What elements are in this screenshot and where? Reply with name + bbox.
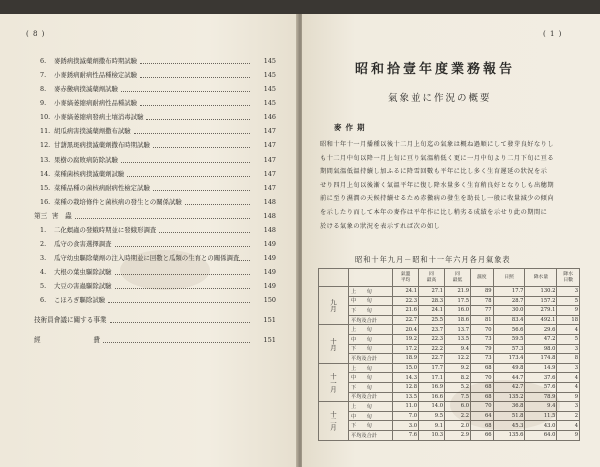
toc-leader-dots	[75, 218, 250, 219]
table-value-cell: 16.6	[419, 392, 445, 402]
toc-entry-page: 147	[263, 156, 276, 164]
table-period-cell: 中 旬	[349, 373, 393, 383]
table-month-cell: 十二月	[319, 402, 349, 440]
toc-entry-page: 149	[263, 268, 276, 276]
toc-entry-page: 147	[263, 127, 276, 135]
body-line: も十二月中旬以降一月上旬に亘り氣溫稍低く更に一月中旬より二月下旬に亘る	[320, 154, 555, 162]
table-value-cell: 6.0	[445, 402, 471, 412]
table-value-cell: 37.6	[525, 373, 557, 383]
toc-entry-title: こほろぎ驅除試驗	[54, 296, 106, 304]
toc-entry-page: 149	[263, 282, 276, 290]
toc-entry-number: 第三	[34, 212, 48, 220]
table-row	[319, 363, 580, 373]
toc-entry-page: 149	[263, 254, 276, 262]
table-header-cell	[319, 269, 349, 287]
report-subtitle: 氣象並に作況の概要	[388, 93, 492, 104]
table-value-cell: 22.2	[419, 344, 445, 354]
toc-entry-title: 果樹の腐敗病防除試驗	[54, 156, 118, 164]
toc-entry-number: 8.	[40, 85, 47, 93]
table-value-cell: 9.4	[445, 344, 471, 354]
toc-entry-number: 14.	[40, 170, 51, 178]
table-value-cell: 78	[471, 296, 494, 306]
table-period-cell: 上 旬	[349, 325, 393, 335]
body-line: 前に至り濕潤の天候持續せるため赤黴病の發生を助長し一般に收量減少の傾向	[320, 195, 555, 203]
table-value-cell: 130.2	[525, 287, 557, 297]
toc-leader-dots	[159, 232, 250, 233]
toc-leader-dots	[127, 176, 250, 177]
table-value-cell: 9	[557, 392, 580, 402]
body-line: を示したり而して本年の麥作は平年作に比し稍劣る成績を示せり此の期間に	[320, 208, 548, 216]
table-value-cell: 17.1	[419, 373, 445, 383]
toc-entry-page: 145	[263, 71, 276, 79]
table-row	[319, 373, 580, 383]
body-line: 昭和十年十一月播種以後十二月上旬迄の氣象は概ね過順にして發芽良好なりし	[320, 141, 555, 148]
report-title: 昭和拾壹年度業務報告	[355, 62, 516, 77]
table-value-cell: 57.3	[493, 344, 525, 354]
table-period-cell: 平均及合計	[349, 354, 393, 364]
table-value-cell: 51.8	[493, 411, 525, 421]
toc-leader-dots	[153, 190, 250, 191]
table-value-cell: 17.7	[493, 287, 525, 297]
table-value-cell: 17.5	[445, 296, 471, 306]
toc-entry-page: 150	[263, 296, 276, 304]
table-value-cell: 9.5	[419, 411, 445, 421]
table-value-cell: 22.3	[419, 334, 445, 344]
paper-stain	[120, 250, 210, 290]
toc-entry-number: 5.	[40, 282, 47, 290]
toc-entry-page: 145	[263, 99, 276, 107]
toc-leader-dots	[140, 105, 250, 106]
table-value-cell: 28.7	[493, 296, 525, 306]
toc-entry-title: 大豆の害蟲驅除試驗	[54, 282, 112, 290]
table-value-cell: 5.2	[445, 382, 471, 392]
table-value-cell: 57.6	[525, 382, 557, 392]
toc-entry-number: 13.	[40, 156, 51, 164]
table-value-cell: 36.8	[493, 402, 525, 412]
table-header-cell: 同 最低	[445, 269, 471, 287]
table-header-cell: 降水量	[525, 269, 557, 287]
toc-entry-number: 1.	[40, 226, 47, 234]
table-period-cell: 上 旬	[349, 363, 393, 373]
table-value-cell: 12.2	[445, 354, 471, 364]
toc-entry-page: 149	[263, 240, 276, 248]
table-value-cell: 7.0	[393, 411, 419, 421]
table-value-cell: 9.2	[445, 363, 471, 373]
table-value-cell: 17.7	[419, 363, 445, 373]
table-value-cell: 70	[471, 373, 494, 383]
table-value-cell: 14.3	[393, 373, 419, 383]
table-value-cell: 45.3	[493, 421, 525, 431]
table-value-cell: 4	[557, 421, 580, 431]
table-value-cell: 10.3	[419, 430, 445, 440]
table-row	[319, 325, 580, 335]
toc-entry-title: 二化螟蟲の發蛾時期並に發蛾形調査	[54, 226, 157, 234]
table-value-cell: 73	[471, 354, 494, 364]
table-value-cell: 12.8	[393, 382, 419, 392]
table-header-cell	[349, 269, 393, 287]
section-heading: 麥作期	[334, 123, 369, 132]
body-line: 期間氣溫低溫持續し加ふるに降雪回數も平年に比し多く生育遲延の狀況を示	[320, 168, 548, 176]
table-value-cell: 135.6	[493, 430, 525, 440]
toc-entry-number: 2.	[40, 240, 47, 248]
table-value-cell: 8	[557, 354, 580, 364]
toc-entry-title: 技術員會議に關する事業	[34, 316, 107, 324]
toc-entry-number: 7.	[40, 71, 47, 79]
table-value-cell: 3.0	[393, 421, 419, 431]
table-value-cell: 8.2	[445, 373, 471, 383]
table-value-cell: 9	[557, 430, 580, 440]
table-header-cell: 氣溫 平均	[393, 269, 419, 287]
table-value-cell: 64.0	[525, 430, 557, 440]
table-row	[319, 296, 580, 306]
table-value-cell: 3	[557, 287, 580, 297]
table-value-cell: 22.3	[393, 296, 419, 306]
table-value-cell: 81	[471, 315, 494, 325]
table-value-cell: 9.4	[525, 402, 557, 412]
body-line: 於ける氣象の狀況を表示すれば次の如し	[320, 222, 441, 230]
table-value-cell: 18	[557, 315, 580, 325]
table-value-cell: 14.9	[525, 363, 557, 373]
table-row	[319, 287, 580, 297]
table-value-cell: 23.7	[419, 325, 445, 335]
toc-leader-dots	[146, 119, 250, 120]
table-value-cell: 27.1	[419, 287, 445, 297]
table-value-cell: 3	[557, 402, 580, 412]
table-value-cell: 42.7	[493, 382, 525, 392]
table-value-cell: 135.2	[493, 392, 525, 402]
table-period-cell: 上 旬	[349, 287, 393, 297]
toc-entry-page: 145	[263, 85, 276, 93]
toc-leader-dots	[103, 342, 250, 343]
toc-entry-title: 瓜守の食害選擇調査	[54, 240, 112, 248]
table-value-cell: 5	[557, 334, 580, 344]
toc-entry-title: 麥赤黴病撲滅藥劑試驗	[54, 85, 118, 93]
table-value-cell: 66	[471, 430, 494, 440]
toc-entry-title: 小麥縞萎縮病發病土壤消毒試驗	[54, 113, 144, 121]
table-value-cell: 18.6	[445, 315, 471, 325]
table-value-cell: 73	[471, 334, 494, 344]
table-value-cell: 20.4	[393, 325, 419, 335]
toc-entry-title: 小麥銹病耐病性品種檢定試驗	[54, 71, 138, 79]
table-value-cell: 22.7	[419, 354, 445, 364]
table-period-cell: 下 旬	[349, 306, 393, 316]
table-value-cell: 77	[471, 306, 494, 316]
table-value-cell: 43.0	[525, 421, 557, 431]
toc-entry-title: 瓜守幼虫驅除藥劑の注入時期並に回數と瓜類の生育との關係調査	[54, 254, 240, 262]
table-value-cell: 11.0	[393, 402, 419, 412]
toc-entry-page: 148	[263, 198, 276, 206]
toc-entry-page: 147	[263, 184, 276, 192]
table-value-cell: 5	[557, 296, 580, 306]
toc-entry-number: 11.	[40, 127, 51, 135]
toc-entry-title: 經 費	[34, 336, 100, 344]
toc-entry-page: 147	[263, 170, 276, 178]
table-value-cell: 44.7	[493, 373, 525, 383]
toc-entry-title: 甘藷黑斑病撲滅藥劑撒布時期試驗	[54, 141, 150, 149]
table-value-cell: 47.2	[525, 334, 557, 344]
table-header-cell: 濕度	[471, 269, 494, 287]
table-value-cell: 64	[471, 411, 494, 421]
table-value-cell: 21.6	[393, 306, 419, 316]
table-value-cell: 21.9	[445, 287, 471, 297]
table-value-cell: 13.5	[393, 392, 419, 402]
table-value-cell: 17.2	[393, 344, 419, 354]
toc-entry-page: 148	[263, 226, 276, 234]
toc-leader-dots	[110, 322, 250, 323]
table-value-cell: 3	[557, 363, 580, 373]
toc-leader-dots	[237, 260, 250, 261]
table-value-cell: 14.0	[419, 402, 445, 412]
toc-entry-page: 151	[263, 316, 276, 324]
table-period-cell: 平均及合計	[349, 392, 393, 402]
toc-entry-title: 胡瓜病害撲滅藥劑撒布試驗	[54, 127, 131, 135]
toc-leader-dots	[153, 147, 250, 148]
table-value-cell: 29.6	[525, 325, 557, 335]
toc-entry-number: 15.	[40, 184, 51, 192]
table-period-cell: 下 旬	[349, 382, 393, 392]
table-value-cell: 9	[557, 306, 580, 316]
body-line: せり四月上旬以後漸く氣溫平年に復し降水量多く生育稍良好となりしも出穗期	[320, 181, 555, 189]
table-value-cell: 2.0	[445, 421, 471, 431]
table-value-cell: 70	[471, 325, 494, 335]
toc-leader-dots	[140, 63, 250, 64]
toc-leader-dots	[115, 246, 250, 247]
table-value-cell: 7.5	[445, 392, 471, 402]
table-value-cell: 173.4	[493, 354, 525, 364]
table-value-cell: 89	[471, 287, 494, 297]
toc-entry-page: 148	[263, 212, 276, 220]
table-value-cell: 30.0	[493, 306, 525, 316]
toc-entry-number: 3.	[40, 254, 47, 262]
body-text	[320, 138, 582, 233]
toc-leader-dots	[108, 302, 250, 303]
table-value-cell: 16.9	[419, 382, 445, 392]
toc-entry-number: 6.	[40, 57, 47, 65]
toc-entry-title: 麥銹病撲滅藥劑撒布時期試驗	[54, 57, 138, 65]
table-value-cell: 68	[471, 392, 494, 402]
toc-entry-page: 151	[263, 336, 276, 344]
table-month-cell: 九月	[319, 287, 349, 325]
table-period-cell: 上 旬	[349, 402, 393, 412]
table-value-cell: 98.0	[525, 344, 557, 354]
table-value-cell: 15.0	[393, 363, 419, 373]
table-row	[319, 344, 580, 354]
table-value-cell: 49.8	[493, 363, 525, 373]
table-value-cell: 24.1	[393, 287, 419, 297]
toc-entry-number: 10.	[40, 113, 51, 121]
table-period-cell: 下 旬	[349, 421, 393, 431]
toc-entry-title: 小麥縞萎縮病耐病性品種試驗	[54, 99, 138, 107]
table-row	[319, 354, 580, 364]
table-header-cell: 日照	[493, 269, 525, 287]
table-month-cell: 十一月	[319, 363, 349, 401]
table-value-cell: 68	[471, 382, 494, 392]
table-value-cell: 174.8	[525, 354, 557, 364]
table-period-cell: 中 旬	[349, 334, 393, 344]
toc-entry-number: 12.	[40, 141, 51, 149]
toc-entry-number: 6.	[40, 296, 47, 304]
table-header-cell: 同 最高	[419, 269, 445, 287]
table-value-cell: 25.5	[419, 315, 445, 325]
toc-leader-dots	[121, 162, 250, 163]
table-value-cell: 83.4	[493, 315, 525, 325]
toc-entry-title: 害 蟲	[52, 212, 72, 220]
table-period-cell: 中 旬	[349, 296, 393, 306]
table-row	[319, 306, 580, 316]
table-value-cell: 68	[471, 363, 494, 373]
table-value-cell: 59.5	[493, 334, 525, 344]
toc-entry-page: 147	[263, 141, 276, 149]
table-value-cell: 4	[557, 382, 580, 392]
table-value-cell: 79	[471, 344, 494, 354]
toc-entry-title: 大根の葉虫驅除試驗	[54, 268, 112, 276]
table-value-cell: 9.1	[419, 421, 445, 431]
table-value-cell: 2	[557, 411, 580, 421]
table-value-cell: 11.5	[525, 411, 557, 421]
table-value-cell: 157.2	[525, 296, 557, 306]
toc-entry-number: 16.	[40, 198, 51, 206]
toc-entry-number: 9.	[40, 99, 47, 107]
table-value-cell: 13.5	[445, 334, 471, 344]
table-value-cell: 279.1	[525, 306, 557, 316]
toc-leader-dots	[121, 91, 250, 92]
table-value-cell: 19.2	[393, 334, 419, 344]
table-value-cell: 13.7	[445, 325, 471, 335]
toc-leader-dots	[185, 204, 250, 205]
table-value-cell: 56.6	[493, 325, 525, 335]
table-value-cell: 70	[471, 402, 494, 412]
table-value-cell: 18.9	[393, 354, 419, 364]
table-row	[319, 315, 580, 325]
table-value-cell: 28.3	[419, 296, 445, 306]
paper-stain	[450, 380, 560, 430]
table-value-cell: 24.1	[419, 306, 445, 316]
table-month-cell: 十月	[319, 325, 349, 363]
toc-entry-page: 145	[263, 57, 276, 65]
table-header-row	[319, 269, 580, 287]
table-value-cell: 4	[557, 325, 580, 335]
toc-entry-title: 菜種品種の菌核病耐病性檢定試驗	[54, 184, 150, 192]
table-value-cell: 3	[557, 344, 580, 354]
table-value-cell: 492.1	[525, 315, 557, 325]
table-value-cell: 2.2	[445, 411, 471, 421]
table-caption: 昭和十年九月－昭和十一年六月各月氣象表	[355, 255, 511, 264]
table-value-cell: 22.7	[393, 315, 419, 325]
left-page-number: ( 8 )	[26, 30, 46, 38]
table-value-cell: 7.6	[393, 430, 419, 440]
toc-entry-page: 146	[263, 113, 276, 121]
right-page-number: ( 1 )	[543, 30, 563, 38]
table-row	[319, 430, 580, 440]
table-row	[319, 334, 580, 344]
table-period-cell: 中 旬	[349, 411, 393, 421]
table-period-cell: 下 旬	[349, 344, 393, 354]
table-period-cell: 平均及合計	[349, 430, 393, 440]
table-period-cell: 平均及合計	[349, 315, 393, 325]
table-value-cell: 78.9	[525, 392, 557, 402]
toc-leader-dots	[134, 133, 250, 134]
toc-entry-number: 4.	[40, 268, 47, 276]
toc-entry-title: 菜種菌核病撲滅藥劑試驗	[54, 170, 125, 178]
table-value-cell: 2.9	[445, 430, 471, 440]
toc-entry-title: 菜種の栽培條件と菌核病の發生との關係試驗	[54, 198, 182, 206]
table-value-cell: 4	[557, 373, 580, 383]
toc-leader-dots	[140, 77, 250, 78]
table-value-cell: 68	[471, 421, 494, 431]
table-header-cell: 降水 日數	[557, 269, 580, 287]
table-value-cell: 16.0	[445, 306, 471, 316]
